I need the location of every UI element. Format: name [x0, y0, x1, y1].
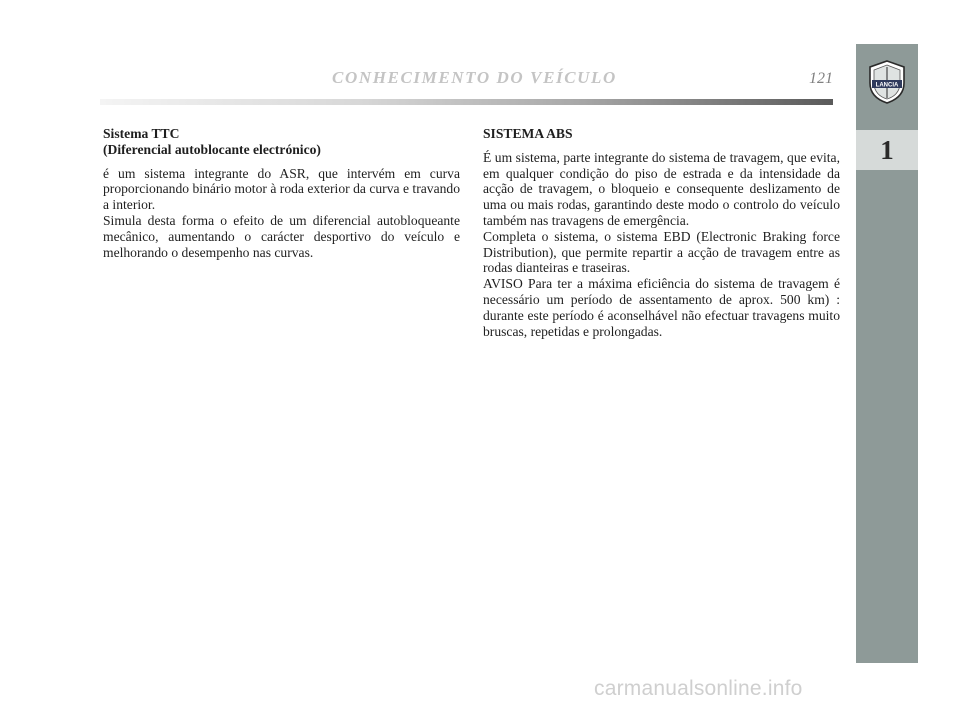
section-heading-abs: SISTEMA ABS [483, 126, 573, 141]
watermark: carmanualsonline.info [594, 677, 803, 700]
right-column [483, 126, 840, 339]
paragraph: É um sistema, parte integrante do sistema de travagem, que evita, em qualquer condição do piso de estrada e da intensidade da acção de travagem, o bloqueio e consequente deslizamento de uma ou mais rodas, garantindo deste modo o controlo do veículo também nas travagens de emergência. [483, 149, 840, 228]
chapter-sidebar [856, 44, 918, 663]
lancia-shield-icon [867, 59, 907, 105]
svg-text:LANCIA: LANCIA [875, 82, 899, 89]
paragraph: AVISO Para ter a máxima eficiência do sistema de travagem é necessário um período de assentamento de aprox. 500 km) : durante este período é aconselhável não efectuar travagens muito bruscas, repetidas e prolongadas. [483, 276, 840, 339]
page-header-title: CONHECIMENTO DO VEÍCULO [332, 68, 617, 87]
header-divider [100, 99, 833, 105]
section-heading-ttc: Sistema TTC [103, 126, 180, 141]
paragraph: Completa o sistema, o sistema EBD (Electronic Braking force Distribution), que permite repartir a acção de travagem entre as rodas dianteiras e traseiras. [483, 228, 840, 276]
paragraph: é um sistema integrante do ASR, que intervém em curva proporcionando binário motor à roda exterior da curva e travando a interior. [103, 165, 460, 213]
section-subheading-ttc: (Diferencial autoblocante electrónico) [103, 141, 321, 157]
page-number: 121 [809, 70, 833, 87]
left-column [103, 126, 460, 260]
brand-logo [856, 44, 918, 120]
paragraph: Simula desta forma o efeito de um diferencial autobloqueante mecânico, aumentando o carácter desportivo do veículo e melhorando o desempenho nas curvas. [103, 212, 460, 260]
chapter-number: 1 [856, 130, 918, 170]
